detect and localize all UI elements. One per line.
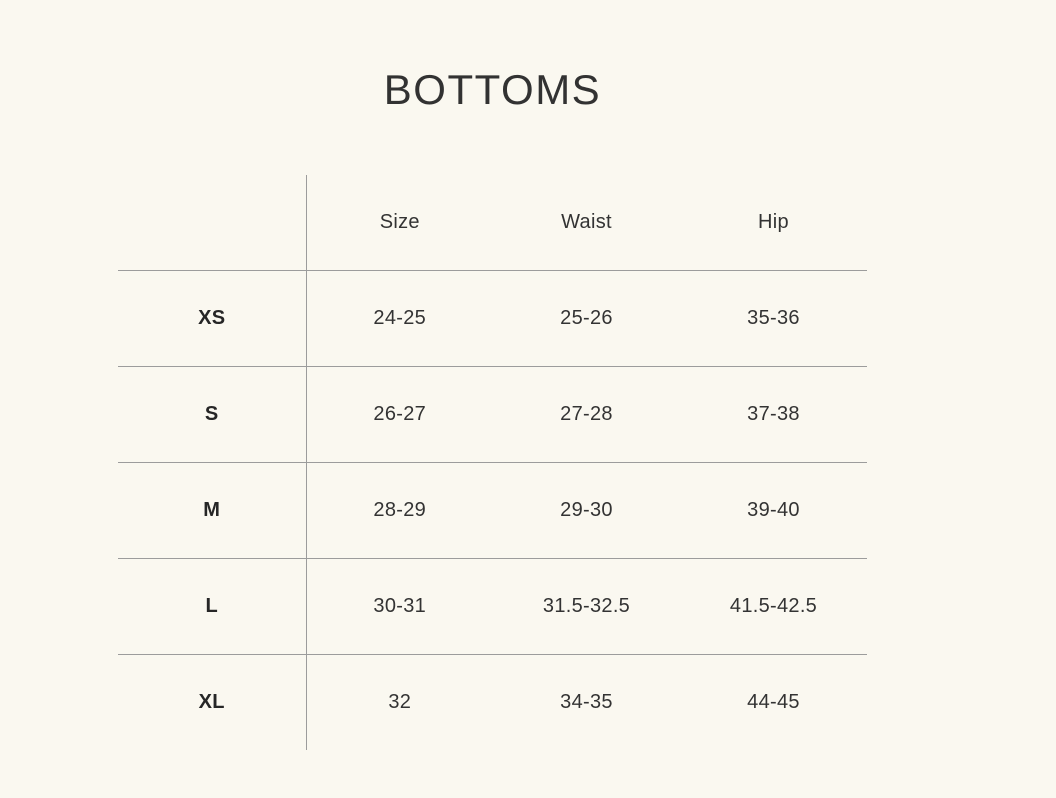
- cell-l-size: 30-31: [373, 594, 427, 617]
- cell-m-waist: 29-30: [560, 498, 613, 521]
- row-label-xs: XS: [118, 270, 306, 366]
- cell-s-size: 26-27: [373, 402, 427, 425]
- table-row-m: [118, 462, 867, 558]
- cell-xs-size: 24-25: [373, 306, 427, 329]
- cell-xl-hip: 44-45: [747, 690, 800, 713]
- table-header-row: [118, 175, 867, 270]
- page-title: BOTTOMS: [383, 66, 602, 113]
- table-row-s: [118, 366, 867, 462]
- cell-xs-hip: 35-36: [747, 306, 800, 329]
- size-guide-section: [118, 0, 867, 750]
- cell-xl-size: 32: [388, 690, 412, 713]
- cell-xl-waist: 34-35: [560, 690, 613, 713]
- row-label-s: S: [118, 366, 306, 462]
- table-row-xl: [118, 654, 867, 750]
- row-label-l: L: [118, 558, 306, 654]
- column-header-size: Size: [379, 210, 420, 233]
- corner-cell: [118, 175, 306, 270]
- row-label-m: M: [118, 462, 306, 558]
- row-label-xl: XL: [118, 654, 306, 750]
- cell-l-hip: 41.5-42.5: [729, 594, 818, 617]
- cell-m-hip: 39-40: [747, 498, 800, 521]
- cell-xs-waist: 25-26: [560, 306, 613, 329]
- cell-m-size: 28-29: [373, 498, 427, 521]
- cell-s-hip: 37-38: [747, 402, 800, 425]
- column-header-hip: Hip: [758, 210, 789, 233]
- table-row-l: [118, 558, 867, 654]
- column-header-waist: Waist: [561, 210, 612, 233]
- size-chart-table: [118, 175, 867, 750]
- cell-l-waist: 31.5-32.5: [542, 594, 631, 617]
- cell-s-waist: 27-28: [560, 402, 613, 425]
- table-row-xs: [118, 270, 867, 366]
